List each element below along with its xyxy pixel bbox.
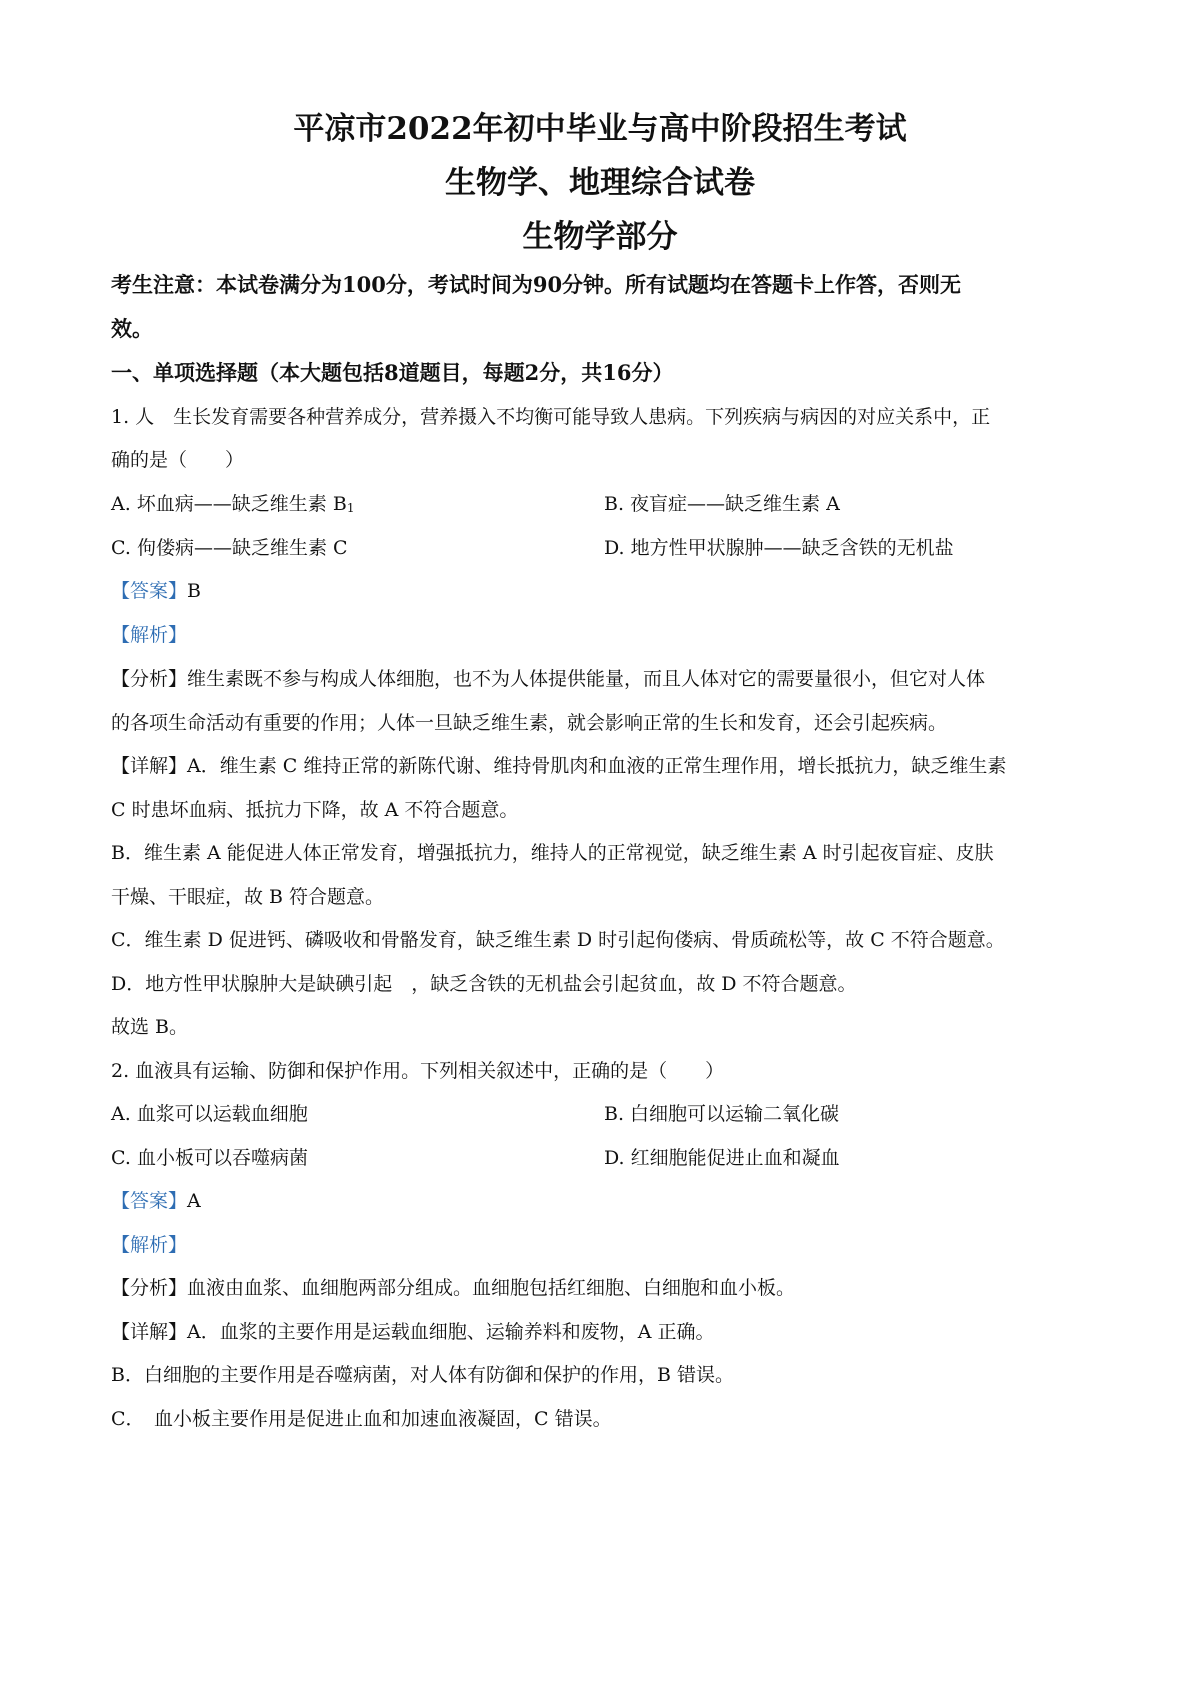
analysis-tag: 【解析】 [111,624,188,646]
q1-analysis [111,620,187,647]
q1-detail-line-3: B．维生素 A 能促进人体正常发育，增强抵抗力，维持人的正常视觉，缺乏维生素 A 时引起夜盲症、皮肤 [111,842,994,864]
q2-detail-text-1: A．血浆的主要作用是运载血细胞、运输养料和废物，A 正确。 [187,1321,715,1343]
q2-detail-line-2: B．白细胞的主要作用是吞噬病菌，对人体有防御和保护的作用，B 错误。 [111,1364,734,1386]
q1-stem-line-2: 确的是（ ） [111,449,245,471]
notice-line-2: 效。 [111,316,153,341]
section-heading: 一、单项选择题（本大题包括8道题目，每题2分，共16分） [111,360,674,385]
q2-answer [111,1186,201,1213]
section-title: 生物学部分 [522,219,678,255]
q2-detail-line-3: C． 血小板主要作用是促进止血和加速血液凝固，C 错误。 [111,1408,612,1430]
q2-detail-line-1 [111,1317,715,1344]
q1-option-a [111,489,354,516]
q1-detail-line-1 [111,751,1006,778]
q2-option-a: A. 血浆可以运载血细胞 [111,1103,308,1125]
fenxi-tag: 【分析】 [111,668,188,690]
exam-subtitle: 生物学、地理综合试卷 [445,165,755,201]
xiangjie-tag: 【详解】 [111,755,188,777]
q1-fenxi-text-1: 维生素既不参与构成人体细胞，也不为人体提供能量，而且人体对它的需要量很小，但它对人体 [187,668,986,690]
q1-answer [111,576,201,603]
q1-option-c: C. 佝偻病——缺乏维生素 C [111,537,348,559]
q1-detail-line-5: C．维生素 D 促进钙、磷吸收和骨骼发育，缺乏维生素 D 时引起佝偻病、骨质疏松等，故 C 不符合题意。 [111,929,1005,951]
q2-option-b: B. 白细胞可以运输二氧化碳 [604,1103,840,1125]
q1-detail-text-1: A．维生素 C 维持正常的新陈代谢、维持骨肌肉和血液的正常生理作用，增长抵抗力，缺乏维生素 [187,755,1007,777]
q1-stem-line-1: 1. 人 生长发育需要各种营养成分，营养摄入不均衡可能导致人患病。下列疾病与病因的对应关系中，正 [111,406,991,428]
q2-option-d: D. 红细胞能促进止血和凝血 [604,1147,840,1169]
q1-detail-line-7: 故选 B。 [111,1016,189,1038]
q2-stem: 2. 血液具有运输、防御和保护作用。下列相关叙述中，正确的是（ ） [111,1060,725,1082]
answer-tag: 【答案】 [111,580,188,602]
q2-fenxi-text: 血液由血浆、血细胞两部分组成。血细胞包括红细胞、白细胞和血小板。 [187,1277,796,1299]
notice-line-1: 考生注意：本试卷满分为100分，考试时间为90分钟。所有试题均在答题卡上作答，否则无 [111,272,962,297]
q1-option-b: B. 夜盲症——缺乏维生素 A [604,493,840,515]
q1-option-d: D. 地方性甲状腺肿——缺乏含铁的无机盐 [604,537,954,559]
q1-detail-line-6: D．地方性甲状腺肿大是缺碘引起 ，缺乏含铁的无机盐会引起贫血，故 D 不符合题意。 [111,973,857,995]
exam-title: 平凉市2022年初中毕业与高中阶段招生考试 [293,111,907,147]
q1-option-a-text: A. 坏血病——缺乏维生素 B [111,493,347,515]
q1-detail-line-2: C 时患坏血病、抵抗力下降，故 A 不符合题意。 [111,799,519,821]
q1-option-a-subscript: 1 [346,501,355,515]
answer-tag: 【答案】 [111,1190,188,1212]
q2-fenxi-line [111,1273,795,1300]
analysis-tag: 【解析】 [111,1234,188,1256]
q1-fenxi-line-2: 的各项生命活动有重要的作用；人体一旦缺乏维生素，就会影响正常的生长和发育，还会引起疾病。 [111,712,948,734]
q1-detail-line-4: 干燥、干眼症，故 B 符合题意。 [111,886,385,908]
q1-answer-value: B [187,580,201,602]
q1-fenxi-line-1 [111,664,985,691]
xiangjie-tag: 【详解】 [111,1321,188,1343]
q2-answer-value: A [187,1190,201,1212]
q2-analysis [111,1230,187,1257]
fenxi-tag: 【分析】 [111,1277,188,1299]
q2-option-c: C. 血小板可以吞噬病菌 [111,1147,308,1169]
